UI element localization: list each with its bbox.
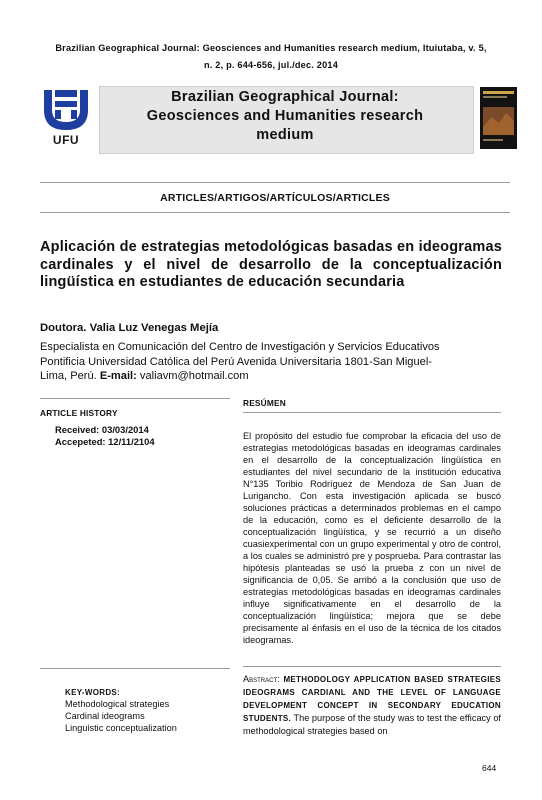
page-number: 644 — [482, 763, 497, 773]
journal-cover-image — [480, 87, 517, 149]
ufu-logo-text: UFU — [52, 133, 80, 147]
resumen-rule — [243, 412, 501, 413]
keyword-item: Cardinal ideograms — [65, 710, 145, 721]
email-label: E-mail: — [99, 370, 137, 382]
abstract-label: Abstract: — [243, 674, 280, 684]
author-email[interactable]: valiavm@hotmail.com — [139, 370, 249, 382]
journal-title-line-2: Geosciences and Humanities research — [146, 108, 424, 124]
resumen-label: RESÚMEN — [243, 398, 286, 408]
section-rule-top — [40, 182, 510, 183]
journal-title — [110, 88, 460, 145]
citation-line-2: n. 2, p. 644-656, jul./dec. 2014 — [203, 60, 339, 70]
affiliation-line-3 — [40, 369, 510, 384]
journal-title-line-3: medium — [256, 127, 314, 143]
abstract-body: The purpose of the study was to test the efficacy of methodological strategies based on — [243, 713, 501, 736]
keyword-item: Linguistic conceptualization — [65, 722, 177, 733]
keywords-list — [65, 699, 177, 734]
affiliation-line-1: Especialista en Comunicación del Centro de Investigación y Servicios Educativos — [40, 341, 440, 353]
article-title: Aplicación de estrategias metodológicas basadas en ideogramas cardinales y el nivel de desarrollo de la conceptualización lingüística en estudiantes de educación secundaria — [40, 239, 502, 290]
keyword-item: Methodological strategies — [65, 699, 170, 709]
section-label: ARTICLES/ARTIGOS/ARTÍCULOS/ARTICLES — [160, 192, 390, 204]
citation-line-1: Brazilian Geographical Journal: Geosciences and Humanities research medium, Ituiutaba, v. 5, — [55, 43, 487, 53]
keywords-rule — [40, 668, 230, 669]
affiliation-city: Lima, Perú. — [40, 370, 97, 382]
abstract-rule — [243, 666, 501, 667]
abstract-title: METHODOLOGY APPLICATION BASED STRATEGIES IDEOGRAMS CARDIANL AND THE LEVEL OF LANGUAGE DEVELOPMENT CONCEPT IN SECONDARY EDUCATION STUDENTS. — [243, 675, 501, 723]
affiliation-line-2: Pontificia Universidad Católica del Perú Avenida Universitaria 1801-San Miguel- — [40, 355, 432, 368]
resumen-body: El propósito del estudio fue comprobar la eficacia del uso de estrategias metodológicas basadas en ideogramas cardinales en el desarrollo de la conceptualización lingüística en estudiantes del nivel secundario de la institución educativa N°135 Toribio Rodríguez de Mendoza de San Juan de Lurigancho. Con esta investigación aplicada se buscó soluciones prácticas a determinados problemas en el campo de la educación, como es el deficiente desarrollo de la conceptualización lingüística, y se recurrió a un diseño cuasiexperimental con un grupo experimental y otro de control, a los cuales se administró pre y posprueba. Para contrastar las hipótesis planteadas se usó la prueba z con un nivel de significancia de 0,05. Se arribó a la conclusión que uso de estrategias metodológicas basadas en ideogramas cardinales influye significativamente en el desarrollo de la conceptualización lingüística; mejora que se debe precisamente al énfasis en el uso de la técnica de los citados ideogramas. — [243, 431, 501, 645]
history-rule — [40, 398, 230, 399]
abstract-section — [243, 673, 501, 737]
author-name: Doutora. Valia Luz Venegas Mejía — [40, 322, 219, 334]
journal-citation — [30, 40, 512, 74]
keywords-label: KEY-WORDS: — [65, 688, 120, 697]
accepted-date: Accepeted: 12/11/2104 — [55, 436, 155, 447]
received-date: Received: 03/03/2014 — [55, 424, 149, 435]
author-affiliation — [40, 340, 510, 384]
article-history-dates — [55, 424, 155, 448]
journal-title-line-1: Brazilian Geographical Journal: — [171, 89, 399, 105]
article-history-label: ARTICLE HISTORY — [40, 408, 118, 418]
section-rule-bottom — [40, 212, 510, 213]
